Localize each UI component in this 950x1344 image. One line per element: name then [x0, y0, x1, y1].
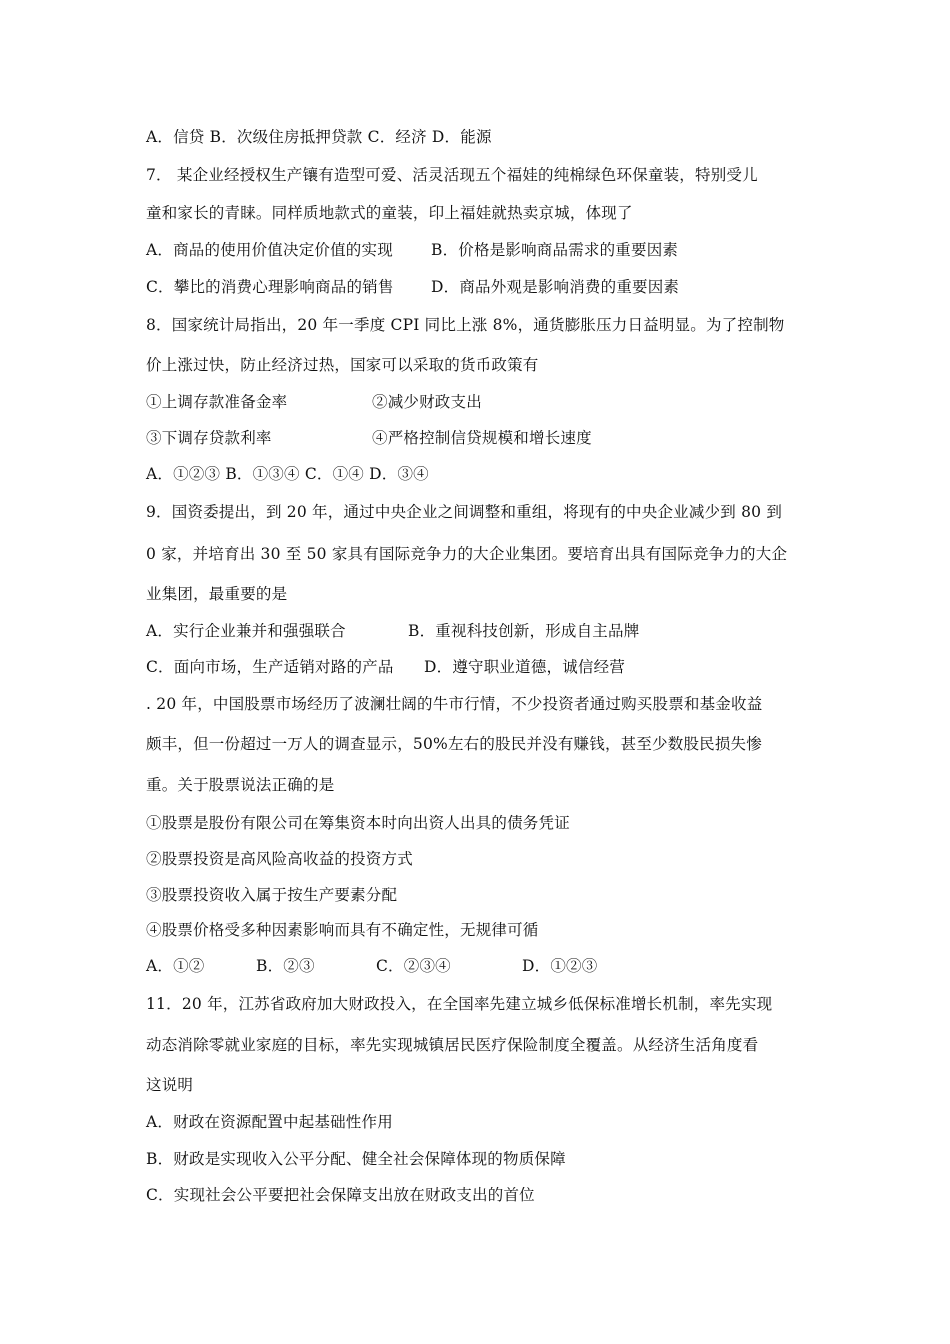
q7-stem-line-1: 7． 某企业经授权生产镶有造型可爱、活灵活现五个福娃的纯棉绿色环保童装，特别受儿 — [146, 166, 758, 184]
q7-option-c: C．攀比的消费心理影响商品的销售 — [146, 278, 394, 296]
q11-option-a: A．财政在资源配置中起基础性作用 — [146, 1113, 393, 1131]
q11-stem-line-1: 11．20 年，江苏省政府加大财政投入，在全国率先建立城乡低保标准增长机制，率先实现 — [146, 995, 773, 1013]
q11-option-c: C．实现社会公平要把社会保障支出放在财政支出的首位 — [146, 1186, 535, 1204]
q9-options-row-1 — [146, 621, 806, 641]
q7-option-d: D．商品外观是影响消费的重要因素 — [431, 278, 680, 296]
q10-option-d: D．①②③ — [522, 957, 598, 975]
q11-stem-line-3: 这说明 — [146, 1076, 194, 1094]
q10-item-4: ④股票价格受多种因素影响而具有不确定性，无规律可循 — [146, 921, 539, 939]
q10-item-2: ②股票投资是高风险高收益的投资方式 — [146, 850, 413, 868]
q10-option-b: B．②③ — [256, 957, 315, 975]
q8-items-row-1 — [146, 392, 806, 412]
q10-item-1: ①股票是股份有限公司在筹集资本时向出资人出具的债务凭证 — [146, 814, 570, 832]
q10-stem-line-1: . 20 年，中国股票市场经历了波澜壮阔的牛市行情，不少投资者通过购买股票和基金收益 — [146, 695, 763, 713]
q9-stem-line-3: 业集团，最重要的是 — [146, 585, 288, 603]
q8-item-1: ①上调存款准备金率 — [146, 393, 288, 411]
q8-stem-line-1: 8．国家统计局指出，20 年一季度 CPI 同比上涨 8%，通货膨胀压力日益明显。为了控制物 — [146, 316, 785, 334]
q8-options: A．①②③ B．①③④ C．①④ D．③④ — [146, 465, 429, 483]
q6-options: A．信贷 B．次级住房抵押贷款 C．经济 D．能源 — [146, 128, 492, 146]
q9-option-a: A．实行企业兼并和强强联合 — [146, 622, 346, 640]
q8-item-4: ④严格控制信贷规模和增长速度 — [372, 429, 592, 447]
q10-options — [146, 956, 806, 976]
q11-stem-line-2: 动态消除零就业家庭的目标，率先实现城镇居民医疗保险制度全覆盖。从经济生活角度看 — [146, 1036, 759, 1054]
q7-options-row-2 — [146, 277, 806, 297]
q9-options-row-2 — [146, 657, 806, 677]
q9-stem-line-2: 0 家，并培育出 30 至 50 家具有国际竞争力的大企业集团。要培育出具有国际竞争力的大企 — [146, 545, 788, 563]
q10-stem-line-3: 重。关于股票说法正确的是 — [146, 776, 335, 794]
q8-item-2: ②减少财政支出 — [372, 393, 482, 411]
q7-option-b: B．价格是影响商品需求的重要因素 — [431, 241, 679, 259]
q7-options-row-1 — [146, 240, 806, 260]
q10-item-3: ③股票投资收入属于按生产要素分配 — [146, 886, 398, 904]
q11-option-b: B．财政是实现收入公平分配、健全社会保障体现的物质保障 — [146, 1150, 566, 1168]
q7-option-a: A．商品的使用价值决定价值的实现 — [146, 241, 393, 259]
q10-option-a: A．①② — [146, 957, 205, 975]
q8-items-row-2 — [146, 428, 806, 448]
q10-stem-line-2: 颇丰，但一份超过一万人的调查显示，50%左右的股民并没有赚钱，甚至少数股民损失惨 — [146, 735, 762, 753]
q9-option-c: C．面向市场，生产适销对路的产品 — [146, 658, 394, 676]
q9-stem-line-1: 9．国资委提出，到 20 年，通过中央企业之间调整和重组，将现有的中央企业减少到 80 到 — [146, 503, 783, 521]
q9-option-d: D．遵守职业道德，诚信经营 — [424, 658, 626, 676]
q9-option-b: B．重视科技创新，形成自主品牌 — [408, 622, 640, 640]
q7-stem-line-2: 童和家长的青睐。同样质地款式的童装，印上福娃就热卖京城，体现了 — [146, 204, 633, 222]
q8-stem-line-2: 价上涨过快，防止经济过热，国家可以采取的货币政策有 — [146, 356, 539, 374]
q8-item-3: ③下调存贷款利率 — [146, 429, 272, 447]
q10-option-c: C．②③④ — [376, 957, 451, 975]
